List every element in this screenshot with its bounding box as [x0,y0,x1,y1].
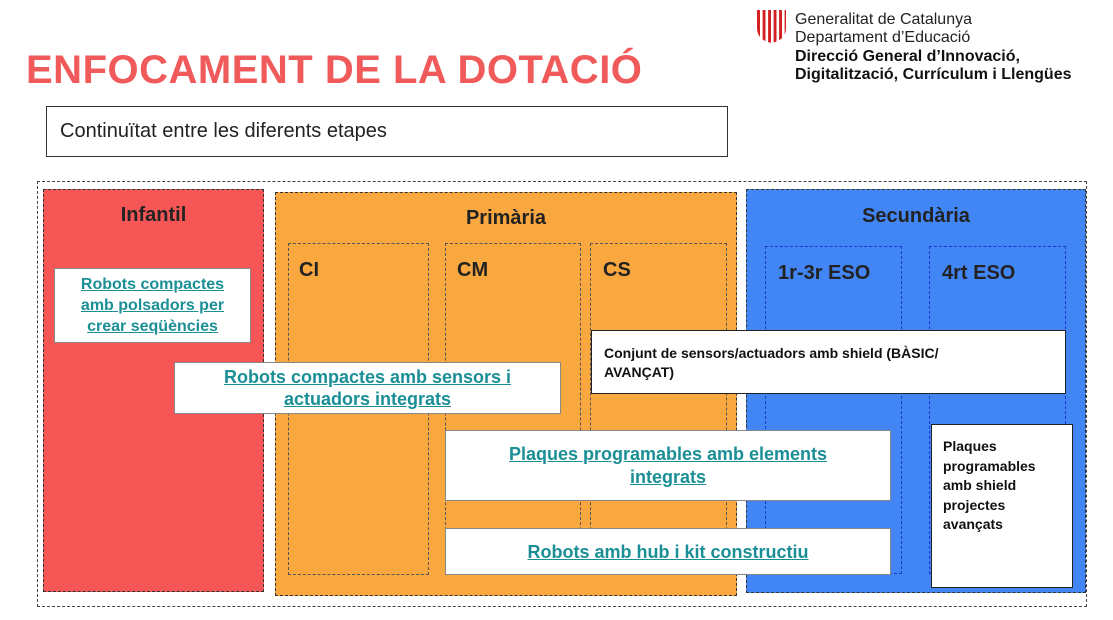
resource-line: crear seqüències [87,318,218,335]
resource-line: Robots compactes amb sensors i [223,367,512,387]
note-line: Plaques [943,438,997,454]
note-line: projectes [943,496,1006,513]
senyera-icon [755,8,788,44]
note-sensors-shield [591,330,1066,394]
resource-line: Plaques programables amb elements [508,443,828,464]
resource-line: Robots amb hub i kit constructiu [527,541,809,562]
substage-1r-3r-eso [765,246,902,574]
stage-label-infantil: Infantil [120,204,187,226]
resource-link-polsadors[interactable] [81,274,224,337]
resource-link-plaques[interactable] [509,443,827,489]
resource-line: Robots compactes [80,276,225,293]
substage-label-4rt-eso: 4rt ESO [942,262,1016,284]
note-line: programables [943,457,1036,474]
note-line: Conjunt de sensors/actuadors amb shield (BÀSIC/ [604,345,939,361]
resource-card-sensors [174,362,561,414]
resource-card-hub [445,528,891,575]
substage-label-cs: CS [603,259,631,281]
note-line: amb shield [943,477,1017,493]
resource-card-plaques [445,430,891,501]
resource-link-sensors[interactable] [224,366,511,410]
note-line: avançats [943,516,1003,532]
subtitle-box: Continuïtat entre les diferents etapes [46,106,728,157]
substage-cs [590,243,727,575]
org-line-1: Generalitat de Catalunya [795,11,972,28]
note-plaques-shield [931,424,1073,588]
page-title: ENFOCAMENT DE LA DOTACIÓ [26,48,643,92]
substage-label-1r-3r-eso: 1r-3r ESO [778,262,871,284]
resource-line: amb polsadors per [80,297,225,314]
org-line-3: Direcció General d’Innovació, [795,48,1020,65]
substage-label-ci: CI [299,259,319,281]
resource-line: actuadors integrats [283,389,452,409]
note-line: AVANÇAT) [604,364,674,380]
resource-line: integrats [629,466,707,487]
generalitat-logo [755,8,1110,88]
stage-label-secundaria: Secundària [862,205,970,227]
org-line-4: Digitalització, Currículum i Llengües [795,66,1072,83]
resource-card-polsadors [54,268,251,343]
substage-label-cm: CM [457,259,489,281]
stage-label-primaria: Primària [465,207,547,229]
org-line-2: Departament d’Educació [795,29,971,46]
resource-link-hub[interactable] [527,541,808,563]
